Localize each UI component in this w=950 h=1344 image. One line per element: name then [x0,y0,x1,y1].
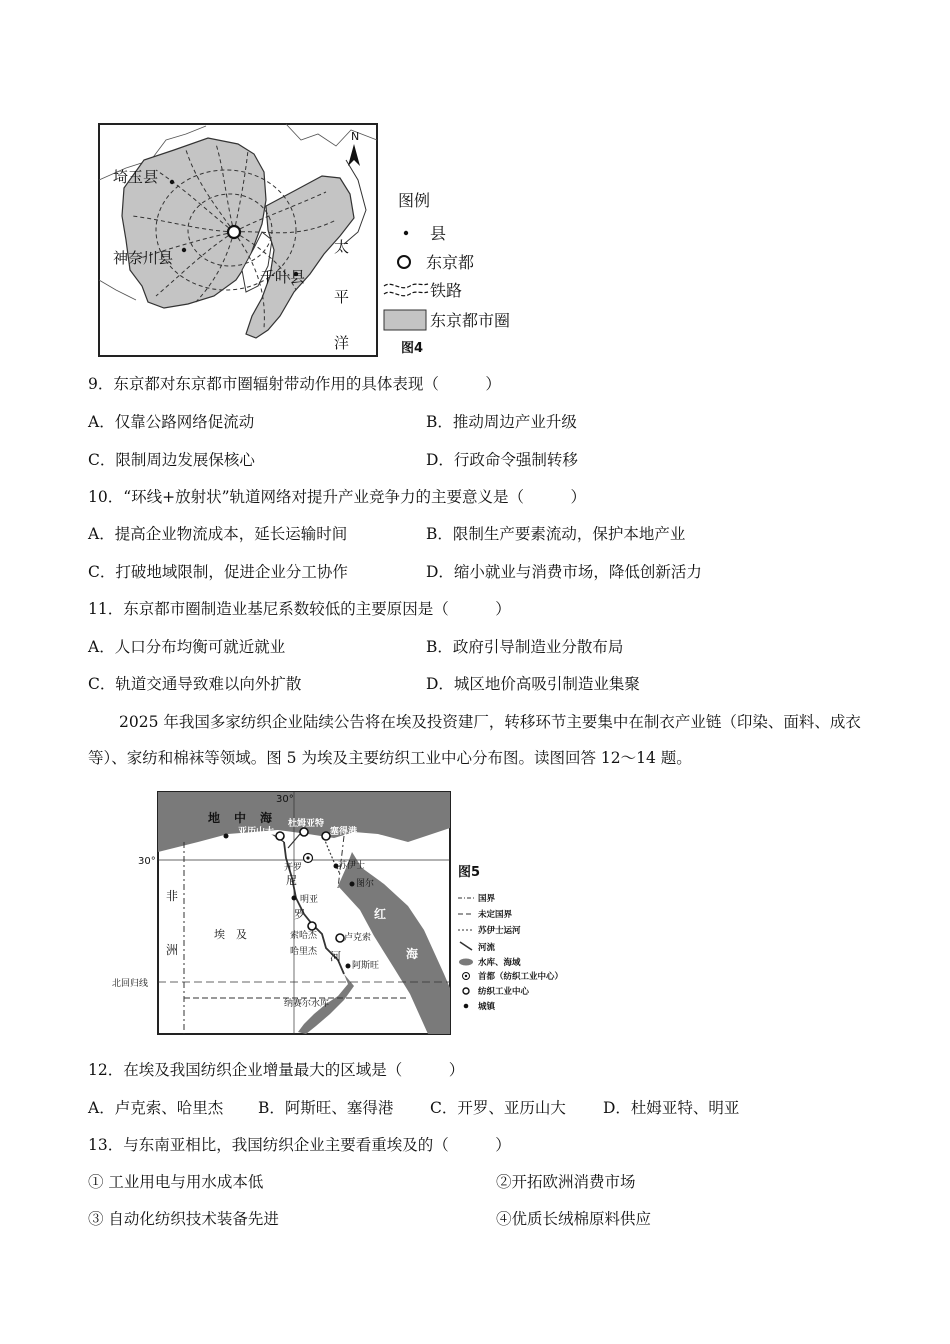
legend-town-label: 城镇 [478,1002,496,1012]
q12-option-d[interactable]: D．杜姆亚特、明亚 [603,1099,740,1117]
q12-stem: 12．在埃及我国纺织企业增量最大的区域是（ ） [88,1061,465,1079]
q13-option-1[interactable]: ① 工业用电与用水成本低 [88,1173,264,1191]
q9-stem: 9．东京都对东京都市圈辐射带动作用的具体表现（ ） [88,375,501,393]
figure-4-map [96,120,536,362]
q11-option-b[interactable]: B．政府引导制造业分散布局 [426,638,624,656]
tokyo-marker [228,226,240,238]
label-damietta: 杜姆亚特 [288,819,325,829]
q13-stem: 13．与东南亚相比，我国纺织企业主要看重埃及的（ ） [88,1136,511,1154]
label-pacific-3: 洋 [334,334,350,352]
label-saitama: 埼玉县 [113,168,159,186]
legend-river-label: 河流 [478,943,496,953]
legend-railway-icon [384,284,428,296]
label-nile-2: 罗 [294,908,305,921]
label-egypt: 埃 及 [214,928,247,941]
center-alexandria [276,832,284,840]
label-hurghada: 图尔 [356,879,375,889]
center-luxor [336,934,344,942]
label-africa-1: 非 [166,889,179,903]
label-tropic: 北回归线 [112,979,149,989]
q9-option-d[interactable]: D．行政命令强制转移 [426,451,578,469]
legend-center-label: 纺织工业中心 [478,987,530,997]
town-aswan [346,964,351,969]
q10-option-d[interactable]: D．缩小就业与消费市场，降低创新活力 [426,563,702,581]
legend-metro-label: 东京都市圈 [430,311,511,330]
legend-undef-label: 未定国界 [478,910,513,920]
legend-metro-icon [384,310,426,330]
center-port-said [322,832,330,840]
q13-option-3[interactable]: ③ 自动化纺织技术装备先进 [88,1210,279,1228]
figure-5-caption: 图5 [458,865,481,880]
q12-option-a[interactable]: A．卢克索、哈里杰 [88,1099,224,1117]
label-nasser: 纳赛尔水库 [284,999,330,1009]
q11-option-a[interactable]: A．人口分布均衡可就近就业 [88,638,286,656]
label-lat30-left: 30° [138,856,156,867]
q13-option-2[interactable]: ②开拓欧洲消费市场 [496,1173,636,1191]
label-minya: 明亚 [300,895,319,905]
legend-border-label: 国界 [478,894,496,904]
label-africa-2: 洲 [166,943,179,957]
legend-water-label: 水库、海域 [478,958,521,968]
label-red-2: 海 [406,947,419,961]
label-port-said: 塞得港 [330,827,358,837]
passage-paragraph: 2025 年我国多家纺织企业陆续公告将在埃及投资建厂，转移环节主要集中在制衣产业链（印染、面料、成衣等）、家纺和棉袜等领域。图 5 为埃及主要纺织工业中心分布图。读图回答 12～14 题。 [88,713,861,767]
label-luxor: 卢克索 [344,933,372,943]
label-sohag: 索哈杰 [290,931,318,941]
figure-4-caption: 图4 [401,341,424,356]
label-med-3: 海 [260,811,273,825]
q11-stem: 11．东京都市圈制造业基尼系数较低的主要原因是（ ） [88,600,511,618]
county-dot-saitama [170,180,174,184]
town-dot [224,834,229,839]
legend-capital-label: 首都（纺织工业中心） [478,972,564,982]
q9-option-b[interactable]: B．推动周边产业升级 [426,413,577,431]
label-lat30-top: 30° [276,794,294,805]
q9-option-a[interactable]: A．仅靠公路网络促流动 [88,413,255,431]
label-chiba: 千叶县 [260,268,306,286]
label-med-2: 中 [234,811,247,825]
q10-option-c[interactable]: C．打破地域限制，促进企业分工协作 [88,563,348,581]
label-med-1: 地 [208,811,221,825]
label-pacific-2: 平 [334,288,350,306]
label-cairo: 开罗 [284,863,303,873]
town-hurghada [350,882,355,887]
label-kanagawa: 神奈川县 [113,249,174,267]
legend-railway-label: 铁路 [430,281,463,300]
q9-option-c[interactable]: C．限制周边发展保核心 [88,451,255,469]
label-suez: 苏伊士 [338,861,366,871]
town-minya [292,896,297,901]
label-nile-3: 河 [330,950,341,963]
q12-option-c[interactable]: C．开罗、亚历山大 [430,1099,566,1117]
legend-capital-dot [465,975,467,977]
legend-town-icon [464,1004,469,1009]
q12-option-b[interactable]: B．阿斯旺、塞得港 [258,1099,394,1117]
legend-county-label: 县 [430,224,447,243]
label-aswan: 阿斯旺 [352,961,380,971]
legend-tokyo-label: 东京都 [426,253,475,272]
label-pacific-1: 太 [334,238,350,256]
center-damietta [300,828,308,836]
center-sohag [308,922,316,930]
q10-option-a[interactable]: A．提高企业物流成本，延长运输时间 [88,525,348,543]
capital-cairo-dot [306,856,309,859]
q13-option-4[interactable]: ④优质长绒棉原料供应 [496,1210,652,1228]
legend-river-icon [460,942,472,950]
legend-canal-label: 苏伊士运河 [478,926,521,936]
county-dot-kanagawa [182,248,186,252]
q10-stem: 10．“环线+放射状”轨道网络对提升产业竞争力的主要意义是（ ） [88,488,587,506]
q10-option-b[interactable]: B．限制生产要素流动，保护本地产业 [426,525,686,543]
label-red-1: 红 [374,907,387,921]
svg-text:N: N [351,130,360,143]
legend-county-icon [404,231,408,235]
label-nile-1: 尼 [286,874,297,887]
label-girga: 哈里杰 [290,947,318,957]
label-alexandria: 亚历山大 [238,827,275,837]
q11-option-d[interactable]: D．城区地价高吸引制造业集聚 [426,675,640,693]
legend-tokyo-icon [398,256,410,268]
legend-center-icon [463,988,469,994]
legend-water-icon [459,959,473,966]
figure-5-map [108,788,598,1038]
legend-title: 图例 [398,191,431,210]
q11-option-c[interactable]: C．轨道交通导致难以向外扩散 [88,675,302,693]
